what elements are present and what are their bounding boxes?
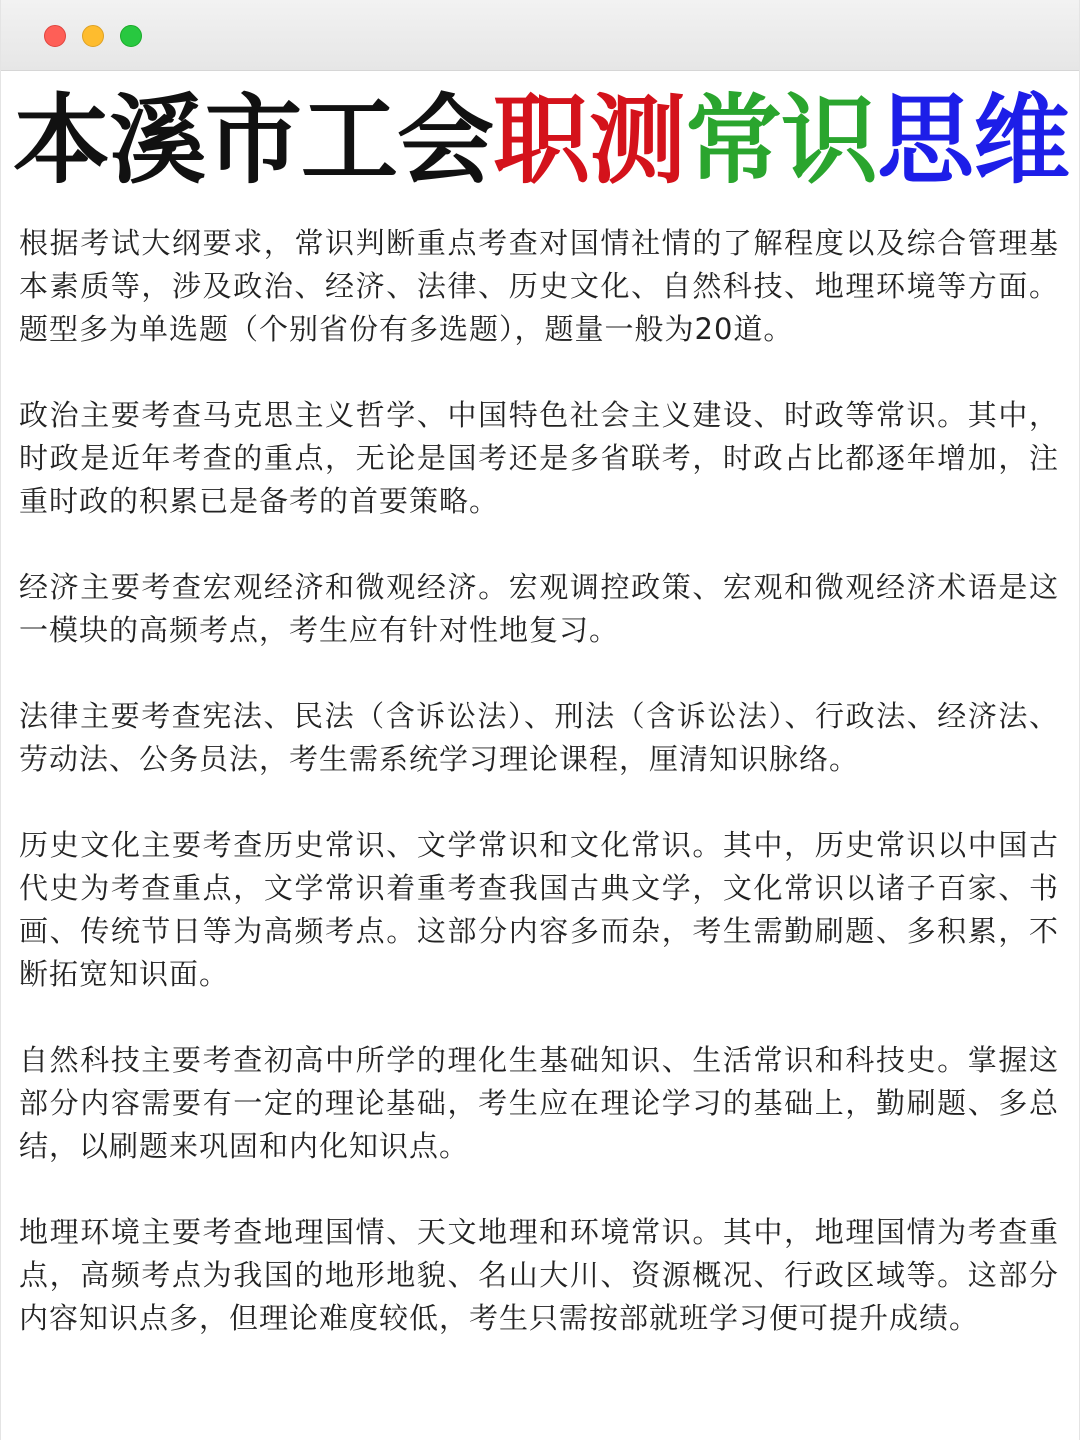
zoom-window-button[interactable] bbox=[120, 25, 142, 47]
title-segment-4: 思维 bbox=[877, 84, 1069, 197]
paragraph-politics: 政治主要考查马克思主义哲学、中国特色社会主义建设、时政等常识。其中，时政是近年考查的重点，无论是国考还是多省联考，时政占比都逐年增加，注重时政的积累已是备考的首要策略。 bbox=[19, 398, 1059, 518]
title-segment-1: 本溪市工会 bbox=[13, 84, 493, 197]
article-body bbox=[19, 222, 1059, 1383]
paragraph-economics: 经济主要考查宏观经济和微观经济。宏观调控政策、宏观和微观经济术语是这一模块的高频考点，考生应有针对性地复习。 bbox=[19, 570, 1059, 647]
paragraph-overview: 根据考试大纲要求，常识判断重点考查对国情社情的了解程度以及综合管理基本素质等，涉及政治、经济、法律、历史文化、自然科技、地理环境等方面。题型多为单选题（个别省份有多选题），题量一般为20道。 bbox=[19, 226, 1059, 346]
title-segment-3: 常识 bbox=[685, 84, 877, 197]
title-segment-2: 职测 bbox=[493, 84, 685, 197]
minimize-window-button[interactable] bbox=[82, 25, 104, 47]
paragraph-geography: 地理环境主要考查地理国情、天文地理和环境常识。其中，地理国情为考查重点，高频考点为我国的地形地貌、名山大川、资源概况、行政区域等。这部分内容知识点多，但理论难度较低，考生只需按部就班学习便可提升成绩。 bbox=[19, 1215, 1059, 1335]
window-titlebar bbox=[1, 0, 1079, 71]
paragraph-law: 法律主要考查宪法、民法（含诉讼法）、刑法（含诉讼法）、行政法、经济法、劳动法、公务员法，考生需系统学习理论课程，厘清知识脉络。 bbox=[19, 699, 1059, 776]
paragraph-history-culture: 历史文化主要考查历史常识、文学常识和文化常识。其中，历史常识以中国古代史为考查重点，文学常识着重考查我国古典文学，文化常识以诸子百家、书画、传统节日等为高频考点。这部分内容多而杂，考生需勤刷题、多积累，不断拓宽知识面。 bbox=[19, 828, 1059, 991]
page-title bbox=[1, 86, 1080, 196]
close-window-button[interactable] bbox=[44, 25, 66, 47]
paragraph-science-tech: 自然科技主要考查初高中所学的理化生基础知识、生活常识和科技史。掌握这部分内容需要有一定的理论基础，考生应在理论学习的基础上，勤刷题、多总结，以刷题来巩固和内化知识点。 bbox=[19, 1043, 1059, 1163]
